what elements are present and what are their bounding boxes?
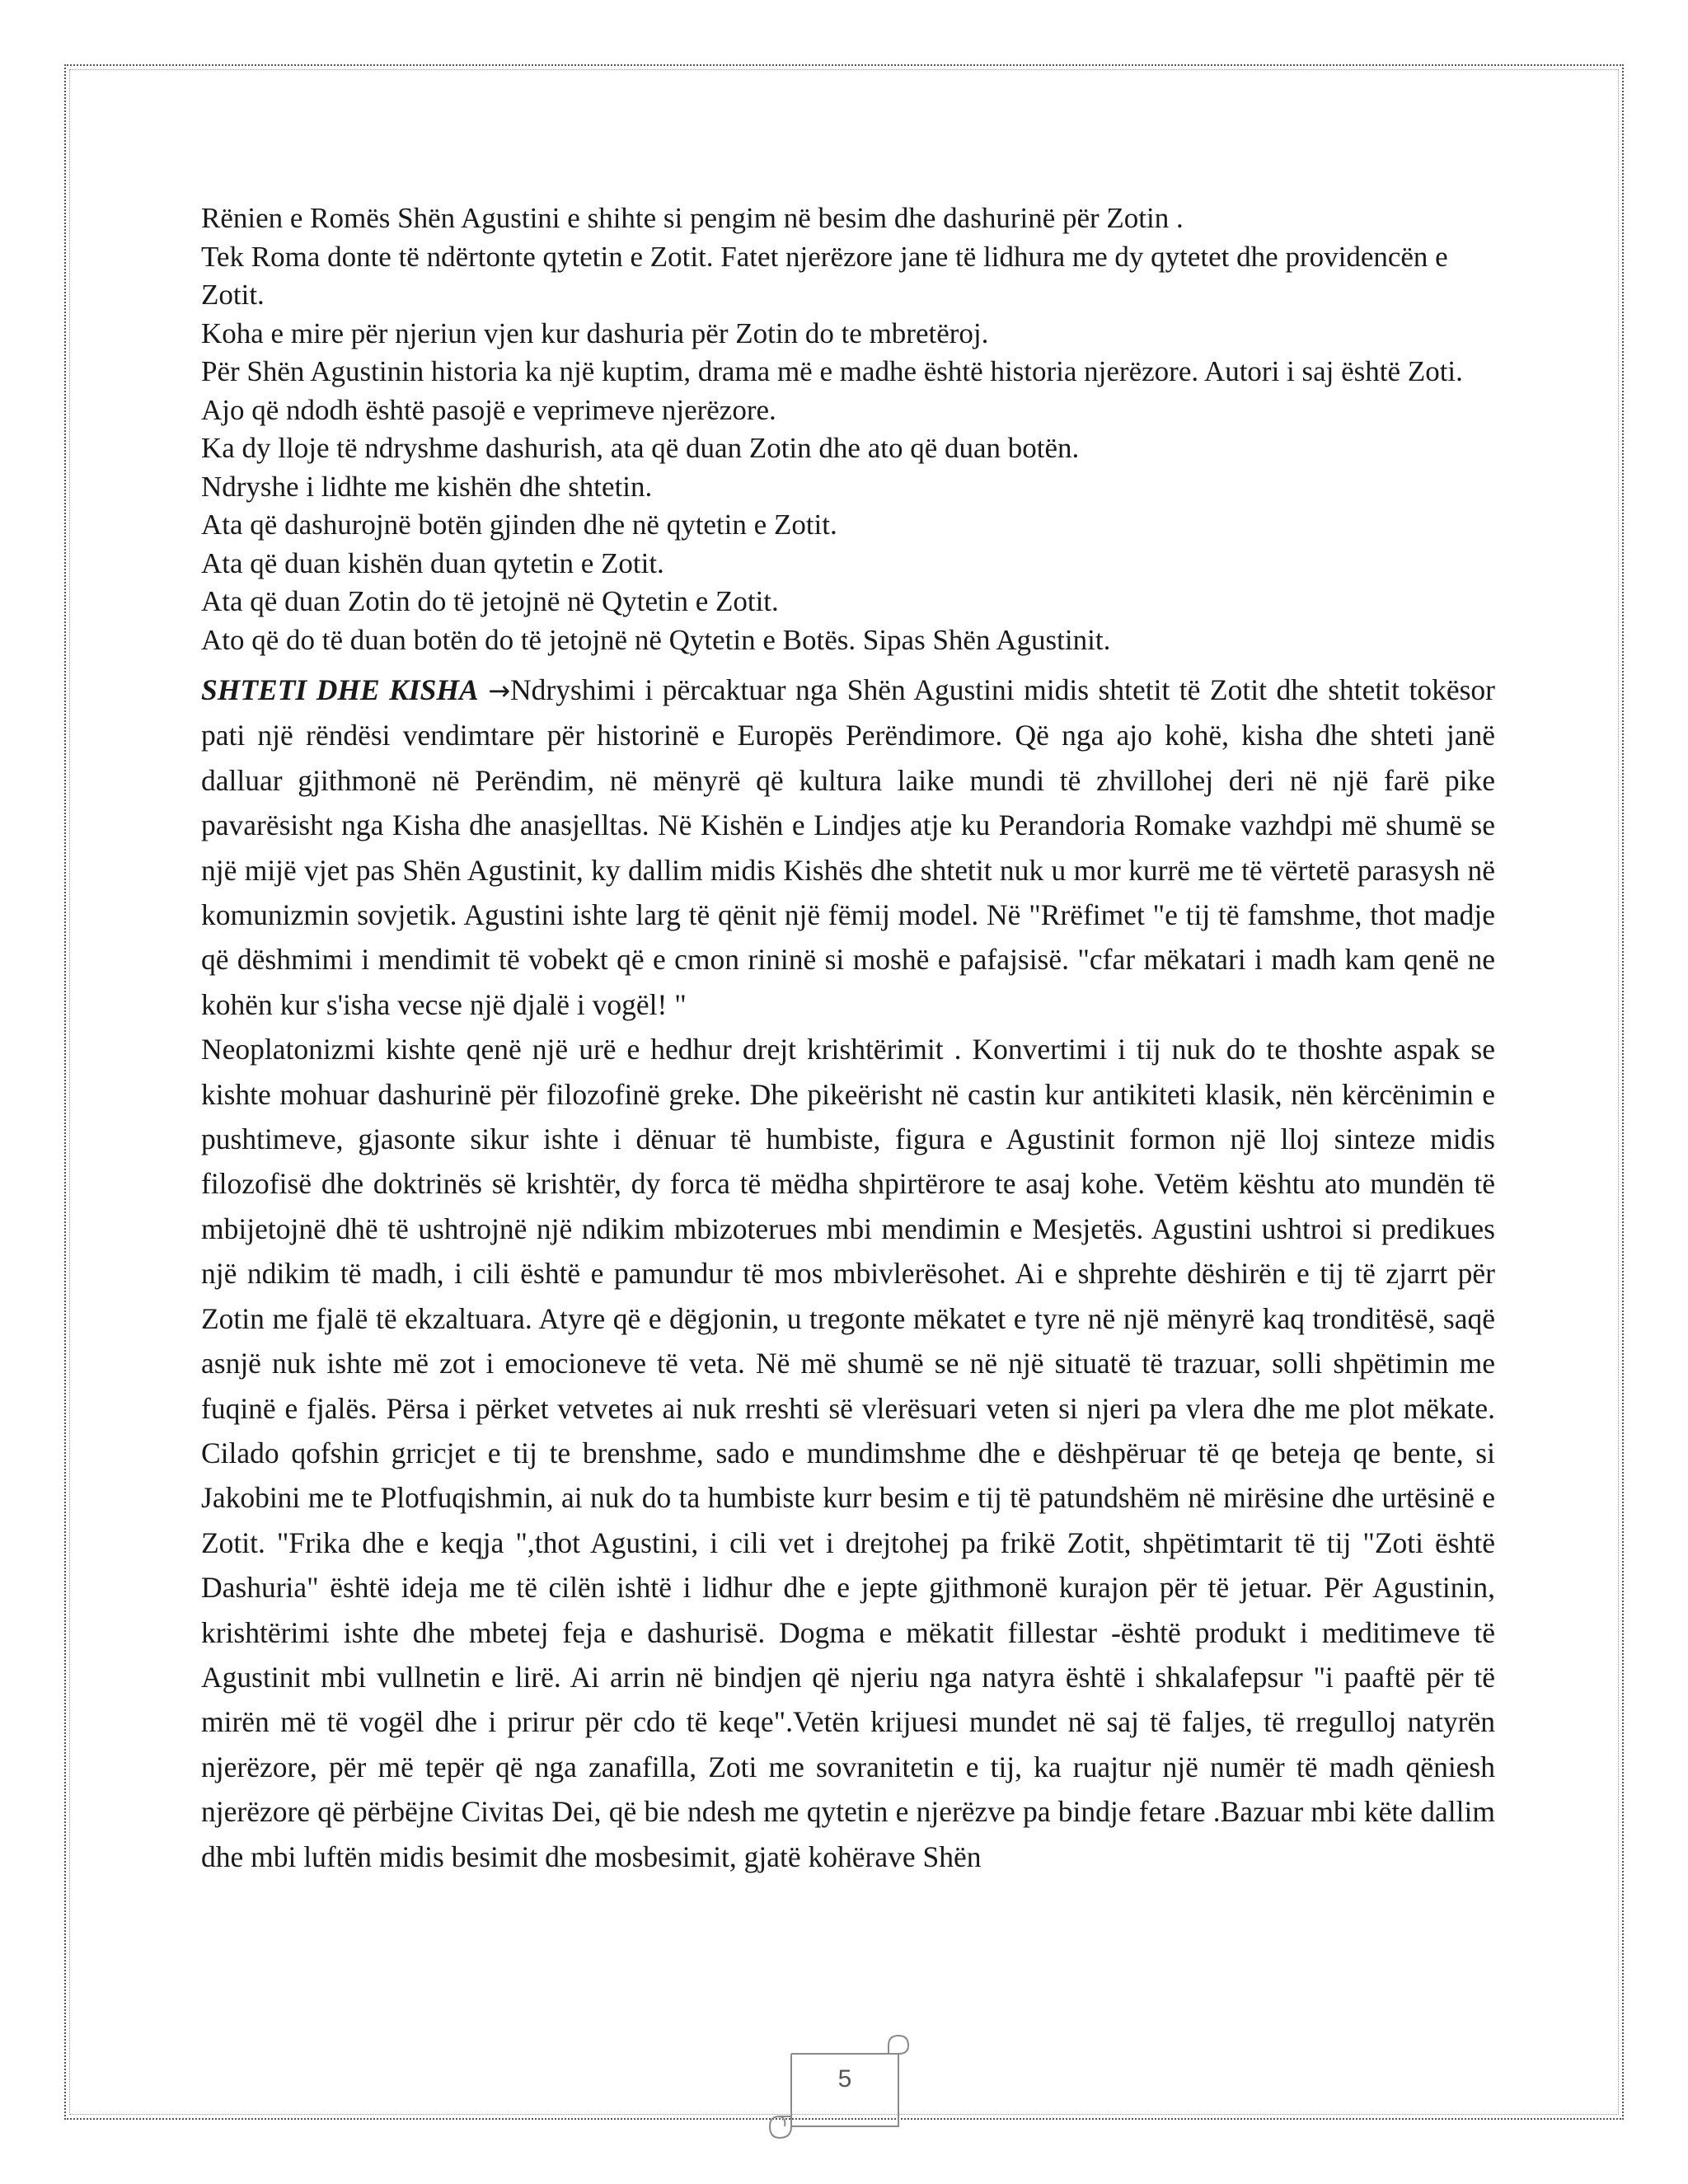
intro-line: Për Shën Agustinin historia ka një kuptim, drama më e madhe është historia njerëzore. Autori i saj është Zoti. Ajo që ndodh është pasojë e veprimeve njerëzore. — [201, 355, 1463, 426]
intro-line: Koha e mire për njeriun vjen kur dashuria për Zotin do te mbretëroj. — [201, 316, 989, 349]
page-number: 5 — [837, 2065, 852, 2093]
paragraph-2-block — [201, 1027, 1495, 1879]
intro-line: Ata që dashurojnë botën gjinden dhe në qytetin e Zotit. — [201, 509, 837, 541]
intro-line: Ato që do të duan botën do të jetojnë në Qytetin e Botës. Sipas Shën Agustinit. — [201, 623, 1111, 656]
section-body — [201, 668, 1495, 1027]
intro-line: Tek Roma donte të ndërtonte qytetin e Zotit. Fatet njerëzore jane të lidhura me dy qytetet dhe providencën e Zotit. — [201, 240, 1448, 311]
intro-line: Ka dy lloje të ndryshme dashurish, ata që duan Zotin dhe ato që duan botën. — [201, 432, 1080, 464]
page-number-scroll — [767, 2029, 923, 2144]
intro-line: Ata që duan Zotin do të jetojnë në Qytetin e Zotit. — [201, 585, 779, 617]
intro-line: Ata që duan kishën duan qytetin e Zotit. — [201, 546, 664, 579]
intro-block — [201, 199, 1495, 659]
section-heading: SHTETI DHE KISHA — [201, 673, 479, 706]
arrow-right-icon: → — [488, 675, 511, 706]
paragraph-2: Neoplatonizmi kishte qenë një urë e hedhur drejt krishtërimit . Konvertimi i tij nuk do te thoshte aspak se kishte mohuar dashurinë për filozofinë greke. Dhe pikeërisht në castin kur antikiteti klasik, nën kërcënimin e pushtimeve, gjasonte sikur ishte i dënuar të humbiste, figura e Agustinit formon një lloj sinteze midis filozofisë dhe doktrinës së krishtër, dy forca të mëdha shpirtërore te asaj kohe. Vetëm kështu ato mundën të mbijetojnë dhë të ushtrojnë një ndikim mbizoterues mbi mendimin e Mesjetës. Agustini ushtroi si predikues një ndikim të madh, i cili është e pamundur të mos mbivlerësohet. Ai e shprehte dëshirën e tij të zjarrt për Zotin me fjalë të ekzaltuara. Atyre që e dëgjonin, u tregonte mëkatet e tyre në një mënyrë kaq tronditësë, saqë asnjë nuk ishte më zot i emocioneve të veta. Në më shumë se në një situatë të trazuar, solli shpëtimin me fuqinë e fjalës. Përsa i përket vetvetes ai nuk rreshti së vlerësuari veten si njeri pa vlera dhe me plot mëkate. Cilado qofshin grricjet e tij te brenshme, sado e mundimshme dhe e dëshpëruar të qe beteja qe bente, si Jakobini me te Plotfuqishmin, ai nuk do ta humbiste kurr besim e tij të patundshëm në mirësine dhe urtësinë e Zotit. "Frika dhe e keqja ",thot Agustini, i cili vet i drejtohej pa frikë Zotit, shpëtimtarit të tij "Zoti është Dashuria" është ideja me të cilën ishtë i lidhur dhe e jepte gjithmonë kurajon për të jetuar. Për Agustinin, krishtërimi ishte dhe mbetej feja e dashurisë. Dogma e mëkatit fillestar -është produkt i meditimeve të Agustinit mbi vullnetin e lirë. Ai arrin në bindjen që njeriu nga natyra është i shkalafepsur "i paaftë për të mirën më të vogël dhe i prirur për cdo të keqe".Vetën krijuesi mundet në saj të faljes, të rregulloj natyrën njerëzore, për më tepër që nga zanafilla, Zoti me sovranitetin e tij, ka ruajtur një numër të madh qëniesh njerëzore që përbëjne Civitas Dei, që bie ndesh me qytetin e njerëzve pa bindje fetare .Bazuar mbi këte dallim dhe mbi luftën midis besimit dhe mosbesimit, gjatë kohërave Shën — [201, 1033, 1495, 1873]
intro-line: Rënien e Romës Shën Agustini e shihte si pengim në besim dhe dashurinë për Zotin . — [201, 202, 1184, 234]
document-body — [201, 199, 1495, 1879]
intro-line: Ndryshe i lidhte me kishën dhe shtetin. — [201, 470, 653, 503]
paragraph-1: Ndryshimi i përcaktuar nga Shën Agustini midis shtetit të Zotit dhe shtetit tokësor pati një rëndësi vendimtare për historinë e Europës Perëndimore. Që nga ajo kohë, kisha dhe shteti janë dalluar gjithmonë në Perëndim, në mënyrë që kultura laike mundi të zhvillohej deri në një farë pike pavarësisht nga Kisha dhe anasjelltas. Në Kishën e Lindjes atje ku Perandoria Romake vazhdpi më shumë se një mijë vjet pas Shën Agustinit, ky dallim midis Kishës dhe shtetit nuk u mor kurrë me të vërtetë parasysh në komunizmin sovjetik. Agustini ishte larg të qënit një fëmij model. Në "Rrëfimet "e tij të famshme, thot madje që dëshmimi i mendimit të vobekt që e cmon rininë si moshë e pafajsisë. "cfar mëkatari i madh kam qenë ne kohën kur s'isha vecse një djalë i vogël! " — [201, 673, 1495, 1021]
